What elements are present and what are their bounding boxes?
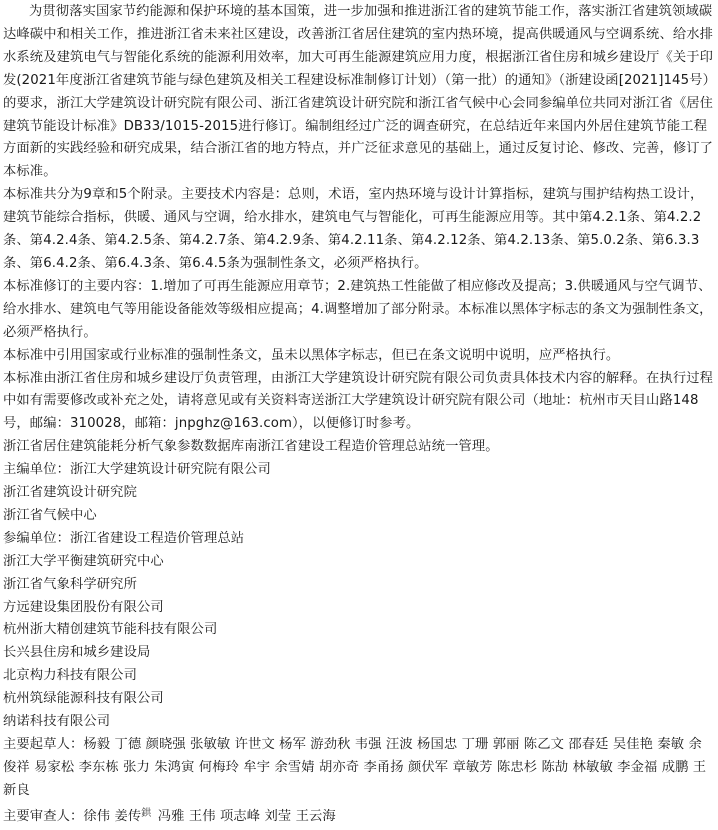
paragraph-content-summary: 本标准共分为9章和5个附录。主要技术内容是：总则，术语，室内热环境与设计计算指标，建筑与围护结构热工设计，建筑节能综合指标，供暖、通风与空调，给水排水，建筑电气与智能化，可再生能源应用等。其中第4.2.1条、第4.2.2条、第4.2.4条、第4.2.5条、第4.2.7条、第4.2.9条、第4.2.11条、第4.2.12条、第4.2.13条、第5.0.2条、第6.3.3条、第6.4.2条、第6.4.3条、第6.4.5条为强制性条文，必须严格执行。 — [3, 187, 704, 271]
chief-editor-unit: 主编单位：浙江大学建筑设计研究院有限公司 — [3, 462, 271, 478]
participating-unit: 杭州筑绿能源科技有限公司 — [3, 691, 164, 707]
participating-unit: 浙江大学平衡建筑研究中心 — [3, 553, 164, 569]
paragraph-management: 本标准由浙江省住房和城乡建设厅负责管理，由浙江大学建筑设计研究院有限公司负责具体技术内容的解释。在执行过程中如有需要修改或补充之处，请将意见或有关资料寄送浙江大学建筑设计研究院有限公司（地址：杭州市天目山路148号，邮编：310028，邮箱：jnpghz@163.com），以便修订时参考。 — [3, 370, 714, 432]
paragraph-database: 浙江省居住建筑能耗分析气象参数数据库南浙江省建设工程造价管理总站统一管理。 — [3, 439, 499, 455]
paragraph-revision-summary: 本标准修订的主要内容：1.增加了可再生能源应用章节；2.建筑热工性能做了相应修改及提高；3.供暖通风与空气调节、给水排水、建筑电气等用能设备能效等级相应提高；4.调整增加了部分附录。本标准以黑体字标志的条文为强制性条文，必须严格执行。 — [3, 278, 713, 340]
participating-unit: 方远建设集团股份有限公司 — [3, 599, 164, 615]
paragraph-referenced-standards: 本标准中引用国家或行业标准的强制性条文，虽未以黑体字标志，但已在条文说明中说明，应严格执行。 — [3, 347, 620, 363]
chief-editor-unit-2: 浙江省建筑设计研究院 — [3, 485, 137, 501]
reviewers-stamp-glyph: 鉷 — [141, 807, 152, 819]
participating-unit: 浙江省气象科学研究所 — [3, 576, 137, 592]
chief-editor-unit-3: 浙江省气候中心 — [3, 507, 97, 523]
participating-unit-label: 参编单位：浙江省建设工程造价管理总站 — [3, 530, 245, 546]
reviewers-part-b: 冯雅 王伟 项志峰 刘莹 王云海 — [153, 808, 336, 824]
participating-unit: 北京构力科技有限公司 — [3, 668, 137, 684]
main-reviewers — [3, 803, 715, 829]
reviewers-part-a: 主要审查人：徐伟 姜传 — [3, 808, 142, 824]
participating-unit: 杭州浙大精创建筑节能科技有限公司 — [3, 622, 218, 638]
participating-unit: 纳诺科技有限公司 — [3, 714, 111, 730]
participating-unit: 长兴县住房和城乡建设局 — [3, 645, 151, 661]
paragraph-preface: 为贯彻落实国家节约能源和保护环境的基本国策，进一步加强和推进浙江省的建筑节能工作，落实浙江省建筑领域碳达峰碳中和相关工作，推进浙江省未来社区建设，改善浙江省居住建筑的室内热环境，提高供暖通风与空调系统、给水排水系统及建筑电气与智能化系统的能源利用效率，加大可再生能源建筑应用力度，根据浙江省住房和城乡建设厅《关于印发(2021年度浙江省建筑节能与绿色建筑及相关工程建设标准制修订计划）（第一批）的通知》（浙建设函[2021]145号）的要求，浙江大学建筑设计研究院有限公司、浙江省建筑设计研究院和浙江省气候中心会同参编单位共同对浙江省《居住建筑节能设计标准》DB33/1015-2015进行修订。编制组经过广泛的调查研究，在总结近年来国内外居住建筑节能工程方面新的实践经验和研究成果，结合浙江省的地方特点，并广泛征求意见的基础上，通过反复讨论、修改、完善，修订了本标准。 — [3, 4, 714, 180]
main-drafters: 主要起草人：杨毅 丁德 颜晓强 张敏敏 许世文 杨军 游劲秋 韦强 汪波 杨国忠 丁珊 郭丽 陈乙文 邵春廷 吴佳艳 秦敏 余俊祥 易家松 李东栋 张力 朱鸿寅 何梅玲 牟宇 余雪婧 胡亦奇 李甬扬 颜伏军 章敏芳 陈忠杉 陈劼 林敏敏 李金福 成鹏 王新良 — [3, 737, 707, 798]
